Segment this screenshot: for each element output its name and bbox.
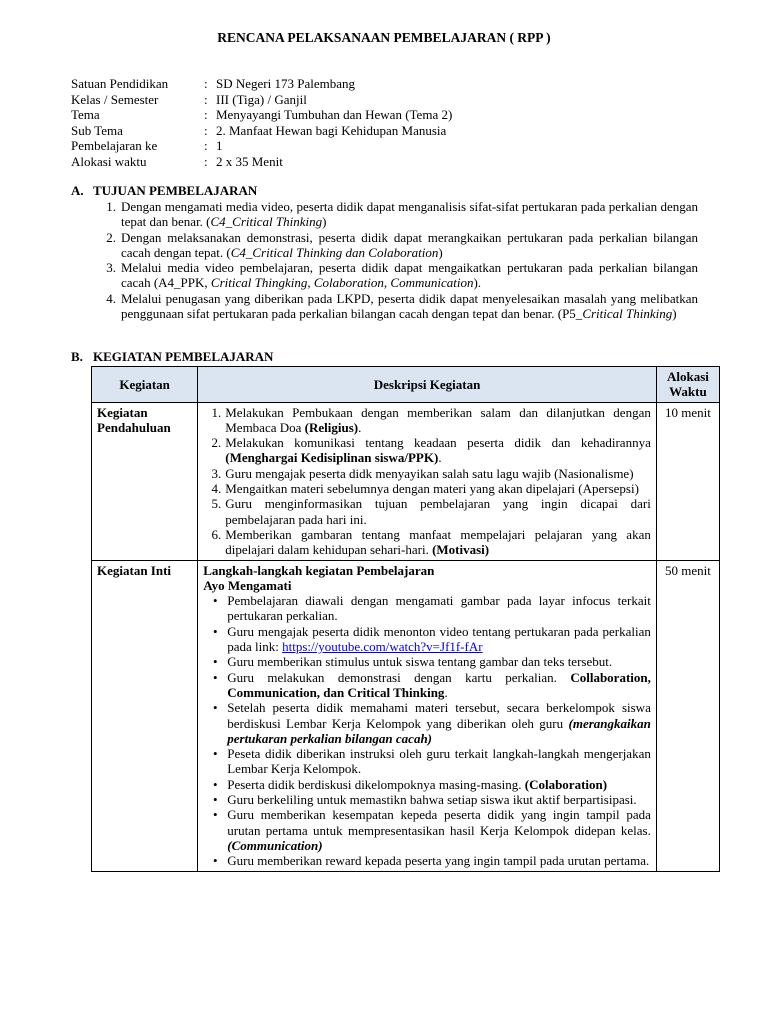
info-value: SD Negeri 173 Palembang bbox=[216, 76, 356, 91]
info-label: Pembelajaran ke bbox=[71, 138, 158, 153]
pendahuluan-alokasi: 10 menit bbox=[656, 402, 719, 560]
list-item: • Guru melakukan demonstrasi dengan kartu perkalian. Collaboration, Communication, dan Critical Thinking. bbox=[212, 669, 651, 700]
table-row-pendahuluan bbox=[92, 402, 720, 560]
info-value: 2. Manfaat Hewan bagi Kehidupan Manusia bbox=[216, 122, 447, 138]
kegiatan-pendahuluan-label: Kegiatan Pendahuluan bbox=[92, 402, 198, 560]
list-item: • Guru mengajak peserta didik menonton video tentang pertukaran pada perkalian pada link: https://youtube.com/watch?v=Jf1f-fAr bbox=[212, 623, 651, 655]
activity-table bbox=[91, 366, 720, 872]
list-item: 6. Memberikan gambaran tentang manfaat mempelajari pelajaran yang akan dipelajari dalam kehidupan sehari-hari. (Motivasi) bbox=[211, 526, 651, 558]
table-row-inti bbox=[92, 560, 720, 871]
info-value: 1 bbox=[216, 138, 223, 153]
section-b-heading: B. KEGIATAN PEMBELAJARAN bbox=[71, 349, 274, 364]
inti-heading: Langkah-langkah kegiatan Pembelajaran bbox=[203, 562, 435, 578]
list-item: 1. Dengan mengamati media video, peserta didik dapat menganalisis sifat-sifat pertukaran pada perkalian dengan tepat dan benar. (C4_Critical Thinking) bbox=[106, 199, 698, 230]
info-label: Satuan Pendidikan bbox=[71, 76, 169, 91]
list-item: 4. Mengaitkan materi sebelumnya dengan materi yang akan dipelajari (Apersepsi) bbox=[211, 481, 639, 497]
info-row bbox=[71, 154, 452, 170]
list-item: • Guru memberikan kesempatan kepeda peserta didik yang ingin tampil pada urutan pertama untuk mempresentasikan hasil Kerja Kelompok didepan kelas. (Communication) bbox=[212, 807, 651, 853]
info-row bbox=[71, 92, 452, 108]
info-row bbox=[71, 138, 452, 154]
section-kegiatan bbox=[71, 349, 698, 365]
info-row bbox=[71, 76, 452, 92]
info-value: 2 x 35 Menit bbox=[216, 153, 283, 169]
info-colon: : bbox=[204, 91, 208, 107]
list-item: • Peserta didik berdiskusi dikelompoknya masing-masing. (Colaboration) bbox=[212, 776, 608, 792]
list-item: 4. Melalui penugasan yang diberikan pada LKPD, peserta didik dapat menyelesaikan masalah yang melibatkan penggunaan sifat pertukaran pada perkalian bilangan cacah dengan tepat dan benar. (P5_Critical Thinking) bbox=[106, 290, 698, 322]
list-item: • Guru berkeliling untuk memastikn bahwa setiap siswa ikut aktif berpartisipasi. bbox=[212, 792, 637, 808]
inti-subheading: Ayo Mengamati bbox=[203, 577, 292, 593]
list-item: • Setelah peserta didik memahami materi tersebut, secara berkelompok siswa berdiskusi Lembar Kerja Kelompok yang diberikan oleh guru (merangkaikan pertukaran perkalian bilangan cacah) bbox=[212, 700, 651, 746]
section-tujuan bbox=[71, 183, 698, 321]
info-value: Menyayangi Tumbuhan dan Hewan (Tema 2) bbox=[216, 107, 453, 122]
info-label: Tema bbox=[71, 107, 100, 122]
info-colon: : bbox=[204, 122, 208, 138]
list-item: 2. Dengan melaksanakan demonstrasi, peserta didik dapat merangkaikan pertukaran pada perkalian bilangan cacah dengan tepat. (C4_Critical Thinking dan Colaboration) bbox=[106, 229, 698, 260]
header-alokasi: Alokasi Waktu bbox=[656, 367, 719, 403]
header-kegiatan: Kegiatan bbox=[92, 367, 198, 403]
list-item: • Guru memberikan stimulus untuk siswa tentang gambar dan teks tersebut. bbox=[212, 654, 613, 670]
inti-steps bbox=[198, 560, 657, 871]
info-label: Sub Tema bbox=[71, 122, 123, 138]
info-row bbox=[71, 107, 452, 123]
page-title: RENCANA PELAKSANAAN PEMBELAJARAN ( RPP ) bbox=[217, 30, 551, 45]
kegiatan-inti-label: Kegiatan Inti bbox=[92, 560, 198, 871]
info-colon: : bbox=[204, 153, 208, 169]
list-item: 3. Guru mengajak peserta didk menyayikan salah satu lagu wajib (Nasionalisme) bbox=[211, 465, 634, 481]
list-item: 1. Melakukan Pembukaan dengan memberikan salam dan dilanjutkan dengan Membaca Doa (Religius). bbox=[211, 404, 651, 435]
info-row bbox=[71, 123, 452, 139]
list-item: • Guru memberikan reward kepada peserta yang ingin tampil pada urutan pertama. bbox=[212, 853, 650, 869]
list-item: • Peseta didik diberikan instruksi oleh guru terkait langkah-langkah mengerjakan Lembar Kerja Kelompok. bbox=[212, 746, 651, 777]
table-header-row bbox=[92, 367, 720, 403]
inti-alokasi: 50 menit bbox=[656, 560, 719, 871]
youtube-link[interactable]: https://youtube.com/watch?v=Jf1f-fAr bbox=[282, 639, 483, 655]
info-label: Alokasi waktu bbox=[71, 153, 147, 169]
list-item: 2. Melakukan komunikasi tentang keadaan peserta didik dan kehadirannya (Menghargai Kedisiplinan siswa/PPK). bbox=[211, 435, 651, 466]
list-item: 3. Melalui media video pembelajaran, peserta didik dapat mengaikatkan pertukaran pada perkalian bilangan cacah (A4_PPK, Critical Thingking, Colaboration, Communication). bbox=[106, 260, 698, 291]
info-colon: : bbox=[204, 107, 208, 122]
section-a-heading: A. TUJUAN PEMBELAJARAN bbox=[71, 183, 258, 198]
pendahuluan-steps bbox=[198, 402, 657, 560]
info-label: Kelas / Semester bbox=[71, 91, 159, 107]
goals-list bbox=[71, 199, 698, 321]
info-colon: : bbox=[204, 76, 208, 91]
list-item: 5. Guru menginformasikan tujuan pembelajaran yang ingin dicapai dari pembelajaran pada hari ini. bbox=[211, 496, 651, 527]
info-value: III (Tiga) / Ganjil bbox=[216, 91, 307, 107]
identity-block bbox=[71, 76, 452, 169]
list-item: • Pembelajaran diawali dengan mengamati gambar pada layar infocus terkait pertukaran perkalian. bbox=[212, 593, 651, 624]
info-colon: : bbox=[204, 138, 208, 153]
header-deskripsi: Deskripsi Kegiatan bbox=[198, 367, 657, 403]
